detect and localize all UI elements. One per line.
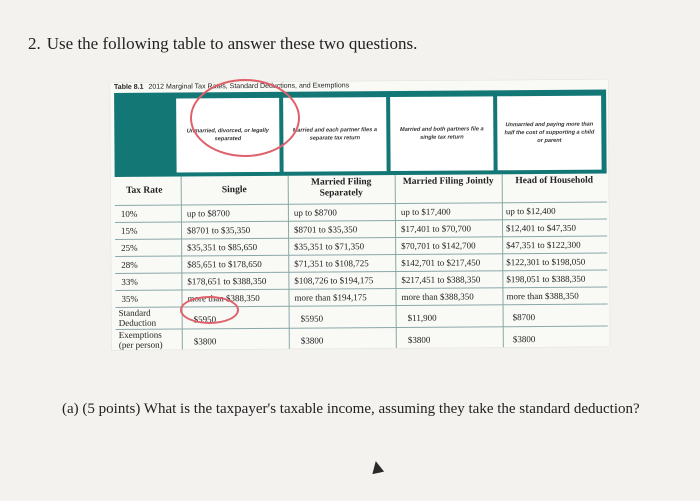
annotation-circle-single-header	[190, 79, 300, 157]
description-head-of-household: Unmarried and paying more than half the cost of supporting a child or parent	[497, 96, 602, 171]
table-cell: more than $194,175	[294, 292, 367, 303]
exemptions-single: $3800	[193, 336, 217, 347]
table-cell: up to $12,400	[505, 205, 556, 217]
description-married-separately: Married and each partner files a separate tax return	[283, 97, 387, 172]
table-cell: 25%	[121, 242, 138, 253]
description-single: Unmarried, divorced, or legally separated	[176, 98, 280, 173]
table-cell: up to $8700	[293, 207, 337, 218]
table-cell: $85,651 to $178,650	[187, 258, 262, 270]
table-cell: $17,401 to $70,700	[400, 223, 472, 234]
part-a-text: (5 points) What is the taxpayer's taxable income, assuming they take the standard deduction?	[82, 401, 640, 417]
table-cell: $8701 to $35,350	[293, 224, 358, 235]
table-cell: $178,651 to $388,350	[187, 275, 267, 287]
table-cell: $12,401 to $47,350	[505, 222, 577, 234]
table-cell: up to $8700	[186, 208, 230, 219]
exemptions-head-of-household: $3800	[512, 334, 536, 345]
table-cell: $198,051 to $388,350	[506, 273, 586, 285]
part-a-label: (a)	[62, 401, 79, 417]
header-tax-rate: Tax Rate	[126, 185, 163, 196]
question-text: Use the following table to answer these two questions.	[46, 34, 418, 53]
table-cell: 35%	[121, 293, 139, 304]
table-cell: $71,351 to $108,725	[294, 258, 369, 269]
standard-deduction-label: Standard Deduction	[118, 307, 157, 328]
question-title	[28, 34, 417, 54]
table-grid	[115, 174, 608, 350]
table-cell: $35,351 to $71,350	[294, 241, 365, 252]
standard-deduction-head-of-household: $8700	[512, 312, 536, 323]
table-caption-label: Table 8.1	[114, 83, 144, 91]
table-cell: 33%	[121, 276, 138, 287]
exemptions-married-separately: $3800	[300, 335, 324, 346]
table-cell: $142,701 to $217,450	[401, 257, 481, 268]
exemptions-married-jointly: $3800	[407, 334, 431, 345]
header-married-separately: Married Filing Separately	[310, 177, 372, 199]
table-cell: more than $388,350	[187, 292, 260, 304]
annotation-circle-deduction	[180, 296, 239, 324]
table-cell: more than $388,350	[506, 290, 579, 302]
standard-deduction-single: $5950	[193, 314, 217, 325]
table-cell: 15%	[120, 225, 138, 236]
standard-deduction-married-jointly: $11,900	[407, 312, 437, 323]
standard-deduction-married-separately: $5950	[300, 313, 324, 324]
table-cell: $35,351 to $85,650	[187, 241, 258, 253]
header-single: Single	[221, 185, 247, 196]
exemptions-label: Exemptions (per person)	[118, 329, 163, 350]
table-caption-text: 2012 Marginal Tax Rates, Standard Deductions, and Exemptions	[148, 82, 350, 91]
mouse-cursor-icon	[370, 460, 384, 474]
table-cell: up to $17,400	[400, 206, 451, 217]
table-cell: $70,701 to $142,700	[401, 240, 476, 251]
table-cell: $47,351 to $122,300	[506, 239, 581, 251]
description-married-jointly: Married and both partners file a single tax return	[390, 96, 494, 171]
part-a-question	[62, 400, 682, 419]
table-cell: more than $388,350	[401, 291, 474, 302]
header-married-jointly: Married Filing Jointly	[402, 176, 494, 187]
table-cell: 28%	[121, 259, 138, 270]
table-cell: $8701 to $35,350	[186, 225, 251, 236]
header-head-of-household: Head of Household	[515, 175, 594, 187]
table-cell: 10%	[120, 208, 138, 219]
table-cell: $122,301 to $198,050	[506, 256, 586, 268]
question-number: 2.	[28, 34, 41, 53]
table-cell: $217,451 to $388,350	[401, 274, 481, 285]
table-cell: $108,726 to $194,175	[294, 275, 374, 286]
